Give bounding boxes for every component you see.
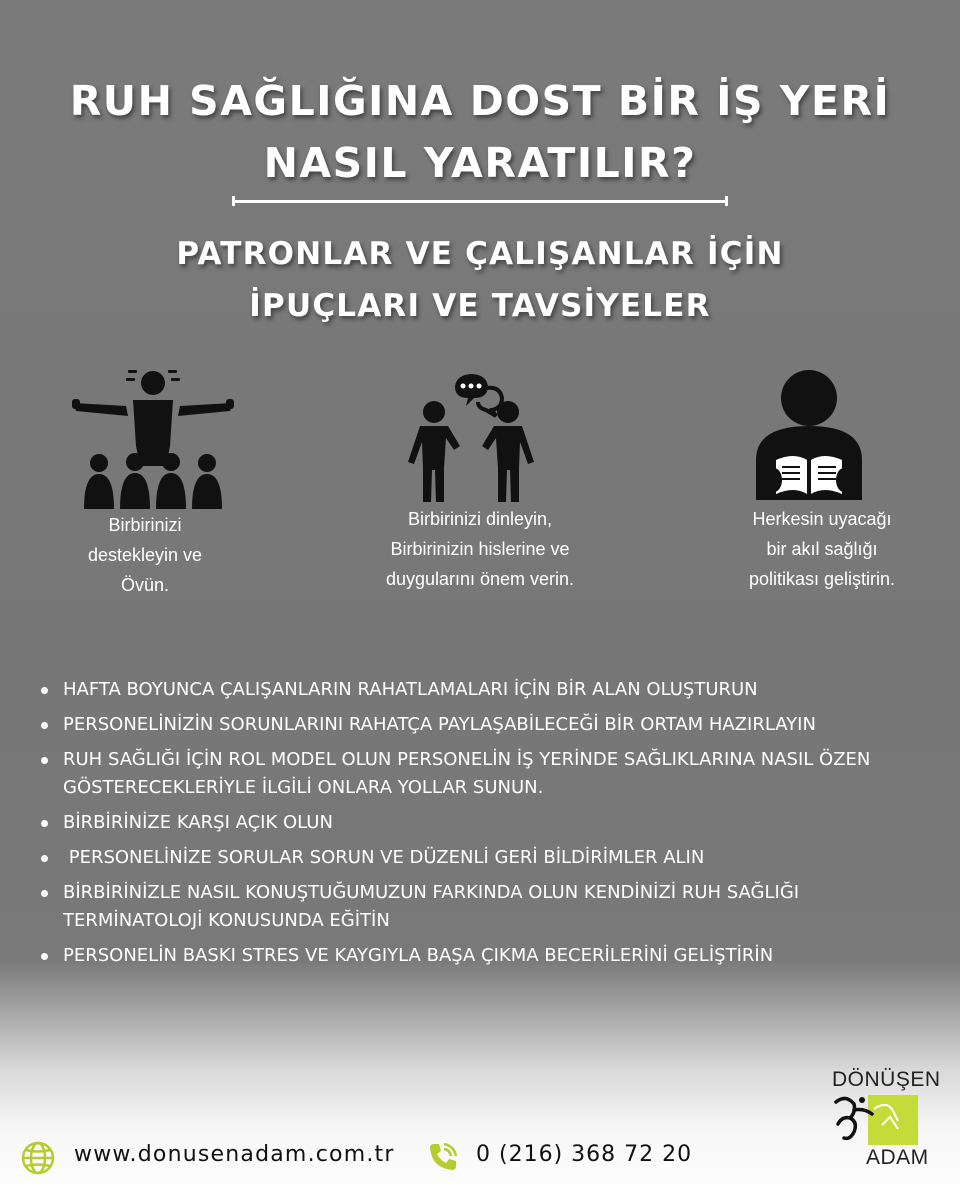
list-item: BİRBİRİNİZE KARŞI AÇIK OLUN — [40, 809, 940, 837]
caption-support: Birbirinizi destekleyin ve Övün. — [87, 515, 203, 595]
caption-listen: Birbirinizi dinleyin, Birbirinizin hislerine ve duygularını önem verin. — [385, 509, 575, 589]
title-divider — [232, 196, 728, 206]
list-item: PERSONELİNİZE SORULAR SORUN VE DÜZENLİ GERİ BİLDİRİMLER ALIN — [40, 844, 940, 872]
website-link[interactable]: www.donusenadam.com.tr — [74, 1142, 395, 1167]
globe-icon — [20, 1140, 56, 1176]
person-reading-icon — [752, 368, 866, 506]
phone-number[interactable]: 0 (216) 368 72 20 — [476, 1142, 693, 1167]
running-figure-icon — [832, 1094, 876, 1144]
list-item: PERSONELİN BASKI STRES VE KAYGIYLA BAŞA ÇIKMA BECERİLERİNİ GELİŞTİRİN — [40, 942, 940, 970]
title-line-1: RUH SAĞLIĞINA DOST BİR İŞ YERİ — [69, 77, 891, 125]
caption-policy: Herkesin uyacağı bir akıl sağlığı politikası geliştirin. — [748, 509, 896, 589]
phone-icon — [426, 1140, 460, 1174]
list-item: PERSONELİNİZİN SORUNLARINI RAHATÇA PAYLAŞABİLECEĞİ BİR ORTAM HAZIRLAYIN — [40, 711, 940, 739]
list-item: RUH SAĞLIĞI İÇİN ROL MODEL OLUN PERSONELİN İŞ YERİNDE SAĞLIKLARINA NASIL ÖZEN GÖSTERECEKLERİYLE İLGİLİ ONLARA YOLLAR SUNUN. — [40, 746, 940, 802]
list-item: HAFTA BOYUNCA ÇALIŞANLARIN RAHATLAMALARI İÇİN BİR ALAN OLUŞTURUN — [40, 676, 940, 704]
leader-audience-icon — [70, 366, 236, 512]
tips-list — [40, 676, 940, 977]
title-line-2: NASIL YARATILIR? — [263, 139, 697, 187]
page-subtitle — [0, 228, 960, 332]
two-people-talking-icon — [400, 368, 542, 506]
list-item: BİRBİRİNİZLE NASIL KONUŞTUĞUMUZUN FARKINDA OLUN KENDİNİZİ RUH SAĞLIĞI TERMİNATOLOJİ KONUSUNDA EĞİTİN — [40, 879, 940, 935]
logo-text-bottom: ADAM — [866, 1146, 929, 1169]
page-title — [0, 70, 960, 194]
subtitle-line-2: İPUÇLARI VE TAVSİYELER — [249, 288, 711, 324]
subtitle-line-1: PATRONLAR VE ÇALIŞANLAR İÇİN — [176, 236, 784, 272]
logo-text-top: DÖNÜŞEN — [832, 1068, 941, 1091]
